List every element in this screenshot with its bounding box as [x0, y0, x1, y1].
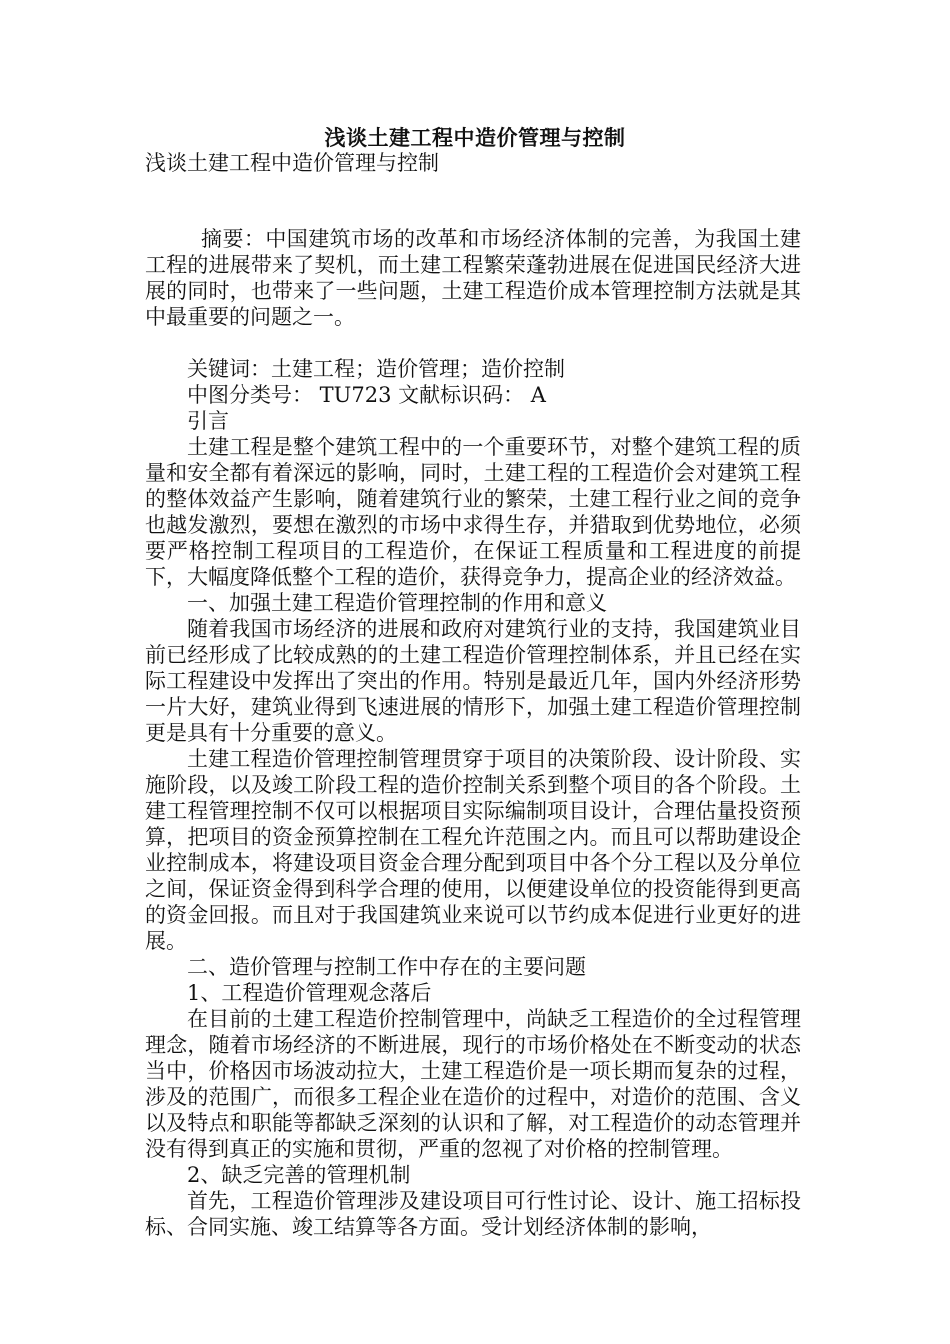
document-title: 浅谈土建工程中造价管理与控制 [324, 126, 626, 150]
intro-paragraph: 土建工程是整个建筑工程中的一个重要环节，对整个建筑工程的质量和安全都有着深远的影响，同时，土建工程的工程造价会对建筑工程的整体效益产生影响，随着建筑行业的繁荣，土建工程行业之间的竞争也越发激烈，要想在激烈的市场中求得生存，并猎取到优势地位，必须要严格控制工程项目的工程造价，在保证工程质量和工程进度的前提下，大幅度降低整个工程的造价，获得竞争力，提高企业的经济效益。 [145, 435, 801, 589]
section-heading-2: 二、造价管理与控制工作中存在的主要问题 [187, 955, 586, 979]
section-heading-1: 一、加强土建工程造价管理控制的作用和意义 [187, 591, 607, 615]
intro-heading: 引言 [187, 409, 229, 433]
subsection-2-1-paragraph: 在目前的土建工程造价控制管理中，尚缺乏工程造价的全过程管理理念，随着市场经济的不断进展，现行的市场价格处在不断变动的状态当中，价格因市场波动拉大，土建工程造价是一项长期而复杂的过程，涉及的范围广，而很多工程企业在造价的过程中，对造价的范围、含义以及特点和职能等都缺乏深刻的认识和了解，对工程造价的动态管理并没有得到真正的实施和贯彻，严重的忽视了对价格的控制管理。 [145, 1007, 801, 1161]
section-1-paragraph-2: 土建工程造价管理控制管理贯穿于项目的决策阶段、设计阶段、实施阶段，以及竣工阶段工程的造价控制关系到整个项目的各个阶段。土建工程管理控制不仅可以根据项目实际编制项目设计，合理估量投资预算，把项目的资金预算控制在工程允许范围之内。而且可以帮助建设企业控制成本，将建设项目资金合理分配到项目中各个分工程以及分单位之间，保证资金得到科学合理的使用，以便建设单位的投资能得到更高的资金回报。而且对于我国建筑业来说可以节约成本促进行业更好的进展。 [145, 747, 801, 953]
subsection-heading-2-2: 2、缺乏完善的管理机制 [187, 1163, 411, 1187]
document-body [145, 200, 801, 1240]
document-subtitle: 浅谈土建工程中造价管理与控制 [145, 151, 439, 175]
keywords-line: 关键词：土建工程；造价管理；造价控制 [187, 357, 565, 381]
subsection-heading-2-1: 1、工程造价管理观念落后 [187, 981, 432, 1005]
abstract-paragraph: 摘要：中国建筑市场的改革和市场经济体制的完善，为我国土建工程的进展带来了契机，而土建工程繁荣蓬勃进展在促进国民经济大进展的同时，也带来了一些问题，土建工程造价成本管理控制方法就是其中最重要的问题之一。 [145, 227, 801, 329]
classification-line: 中图分类号： TU723 文献标识码： A [187, 383, 546, 407]
section-1-paragraph-1: 随着我国市场经济的进展和政府对建筑行业的支持，我国建筑业目前已经形成了比较成熟的的土建工程造价管理控制体系，并且已经在实际工程建设中发挥出了突出的作用。特别是最近几年，国内外经济形势一片大好，建筑业得到飞速进展的情形下，加强土建工程造价管理控制更是具有十分重要的意义。 [145, 617, 801, 745]
subsection-2-2-paragraph: 首先，工程造价管理涉及建设项目可行性讨论、设计、施工招标投标、合同实施、竣工结算等各方面。受计划经济体制的影响， [145, 1189, 801, 1239]
